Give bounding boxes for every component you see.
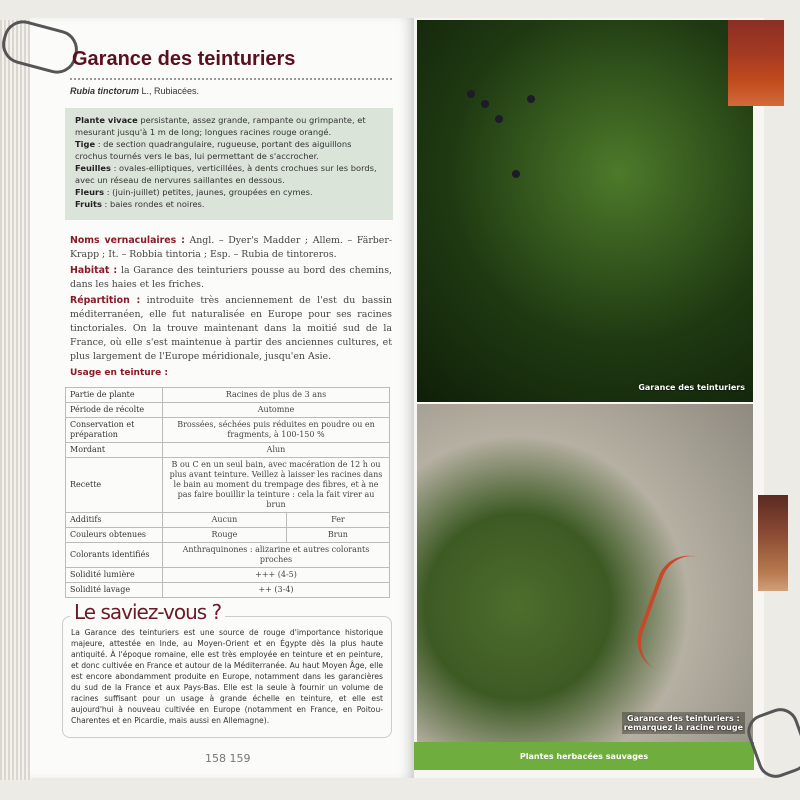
page-title: Garance des teinturiers xyxy=(72,48,296,70)
section-text: la Garance des teinturiers pousse au bord des chemins, dans les haies et les friches. xyxy=(70,265,392,290)
table-row xyxy=(66,418,390,443)
plant-photo-root xyxy=(417,404,753,742)
photo-caption xyxy=(622,712,745,734)
page-edges xyxy=(0,20,32,780)
description-label: Fleurs xyxy=(75,187,105,197)
table-row xyxy=(66,403,390,418)
chapter-footer: Plantes herbacées sauvages xyxy=(414,742,754,770)
row-value: Brossées, séchées puis réduites en poudre ou en fragments, à 100-150 % xyxy=(163,418,390,443)
row-value: +++ (4-5) xyxy=(163,568,390,583)
title-divider xyxy=(70,78,392,80)
did-you-know-title: Le saviez-vous ? xyxy=(70,600,225,624)
berry xyxy=(527,95,535,103)
description-label: Plante vivace xyxy=(75,115,138,125)
row-value: Alun xyxy=(163,443,390,458)
row-header: Couleurs obtenues xyxy=(66,528,163,543)
plant-photo-berries xyxy=(417,20,753,402)
description-box xyxy=(65,108,393,220)
caption-line: Garance des teinturiers : xyxy=(627,714,740,723)
text-section xyxy=(70,294,392,364)
family-name: L., Rubiacées. xyxy=(139,86,200,96)
berry xyxy=(481,100,489,108)
description-text: : ovales-elliptiques, verticillées, à dents crochues sur les bords, avec un réseau de nervures saillantes en dessous. xyxy=(75,163,377,185)
description-text: : baies rondes et noires. xyxy=(101,199,205,209)
description-item xyxy=(75,138,383,162)
table-row xyxy=(66,528,390,543)
description-item xyxy=(75,162,383,186)
row-value: B ou C en un seul bain, avec macération de 12 h ou plus avant teinture. Veillez à laisser les racines dans le bain au moment du trempage des fibres, et à ne pas faire bouillir la teinture : cela la fait virer au brun xyxy=(163,458,390,513)
berry xyxy=(495,115,503,123)
latin-name xyxy=(70,86,199,96)
row-value: Aucun xyxy=(163,513,287,528)
description-item xyxy=(75,114,383,138)
row-header: Colorants identifiés xyxy=(66,543,163,568)
row-value: ++ (3-4) xyxy=(163,583,390,598)
berry xyxy=(467,90,475,98)
did-you-know-box: La Garance des teinturiers est une source de rouge d'importance historique majeure, attestée en Inde, au Moyen-Orient et en Égypte dès la plus haute antiquité. À l'époque romaine, elle est très employée en teinture et en peinture, et donc cultivée en France et autour de la Méditerranée. Au haut Moyen Âge, elle est encore abondamment produite en Europe, notamment dans les garancières du sud de la France et aux Pays-Bas. Elle est la seule à fournir un volume de racines suffisant pour un usage à grande échelle en teinture, et elle est aujourd'hui à nouveau cultivée en Europe (notamment en France, en Poitou-Charentes et en Picardie, mais aussi en Allemagne). xyxy=(62,616,392,738)
row-header: Mordant xyxy=(66,443,163,458)
description-text: : de section quadrangulaire, rugueuse, portant des aiguillons crochus tournés vers le bas, lui permettant de s'accrocher. xyxy=(75,139,352,161)
section-text: introduite très anciennement de l'est du bassin méditerranéen, elle fut naturalisée en Europe pour ses racines tinctoriales. On la trouve maintenant dans la moitié sud de la France, où elle s'est maintenue à partir des anciennes cultures, et plus largement de l'Europe méridionale, jusqu'en Asie. xyxy=(70,295,392,362)
row-value: Rouge xyxy=(163,528,287,543)
table-row xyxy=(66,543,390,568)
description-item xyxy=(75,198,383,210)
description-label: Feuilles xyxy=(75,163,111,173)
usage-heading: Usage en teinture : xyxy=(70,368,168,378)
photo-caption: Garance des teinturiers xyxy=(638,383,745,392)
red-root xyxy=(628,547,729,682)
row-header: Solidité lavage xyxy=(66,583,163,598)
text-section xyxy=(70,234,392,262)
dye-usage-table xyxy=(65,387,390,598)
row-header: Recette xyxy=(66,458,163,513)
description-text: : (juin-juillet) petites, jaunes, groupées en cymes. xyxy=(104,187,313,197)
row-value: Anthraquinones : alizarine et autres colorants proches xyxy=(163,543,390,568)
row-value: Automne xyxy=(163,403,390,418)
description-text: persistante, assez grande, rampante ou grimpante, et mesurant jusqu'à 1 m de long; longues racines rouge orangé. xyxy=(75,115,366,137)
row-header: Conservation et préparation xyxy=(66,418,163,443)
row-header: Période de récolte xyxy=(66,403,163,418)
caption-line: remarquez la racine rouge xyxy=(623,723,743,732)
table-row xyxy=(66,458,390,513)
section-label: Habitat : xyxy=(70,265,118,276)
table-row xyxy=(66,513,390,528)
section-text: Angl. – Dyer's Madder ; Allem. – Färber-Krapp ; It. – Robbia tintoria ; Esp. – Rubia de tintoreros. xyxy=(70,235,392,260)
row-value: Fer xyxy=(286,513,389,528)
row-value: Racines de plus de 3 ans xyxy=(163,388,390,403)
color-swatch-brown xyxy=(758,495,788,591)
page-numbers: 158 159 xyxy=(205,752,251,765)
table-row xyxy=(66,443,390,458)
section-label: Répartition : xyxy=(70,295,141,306)
table-row xyxy=(66,568,390,583)
row-value: Brun xyxy=(286,528,389,543)
row-header: Solidité lumière xyxy=(66,568,163,583)
section-label: Noms vernaculaires : xyxy=(70,235,185,246)
color-swatch-red xyxy=(728,20,784,106)
description-item xyxy=(75,186,383,198)
description-label: Tige xyxy=(75,139,96,149)
table-row xyxy=(66,388,390,403)
text-section xyxy=(70,264,392,292)
table-row xyxy=(66,583,390,598)
berry xyxy=(512,170,520,178)
description-label: Fruits xyxy=(75,199,102,209)
row-header: Additifs xyxy=(66,513,163,528)
scientific-name: Rubia tinctorum xyxy=(70,86,139,96)
row-header: Partie de plante xyxy=(66,388,163,403)
